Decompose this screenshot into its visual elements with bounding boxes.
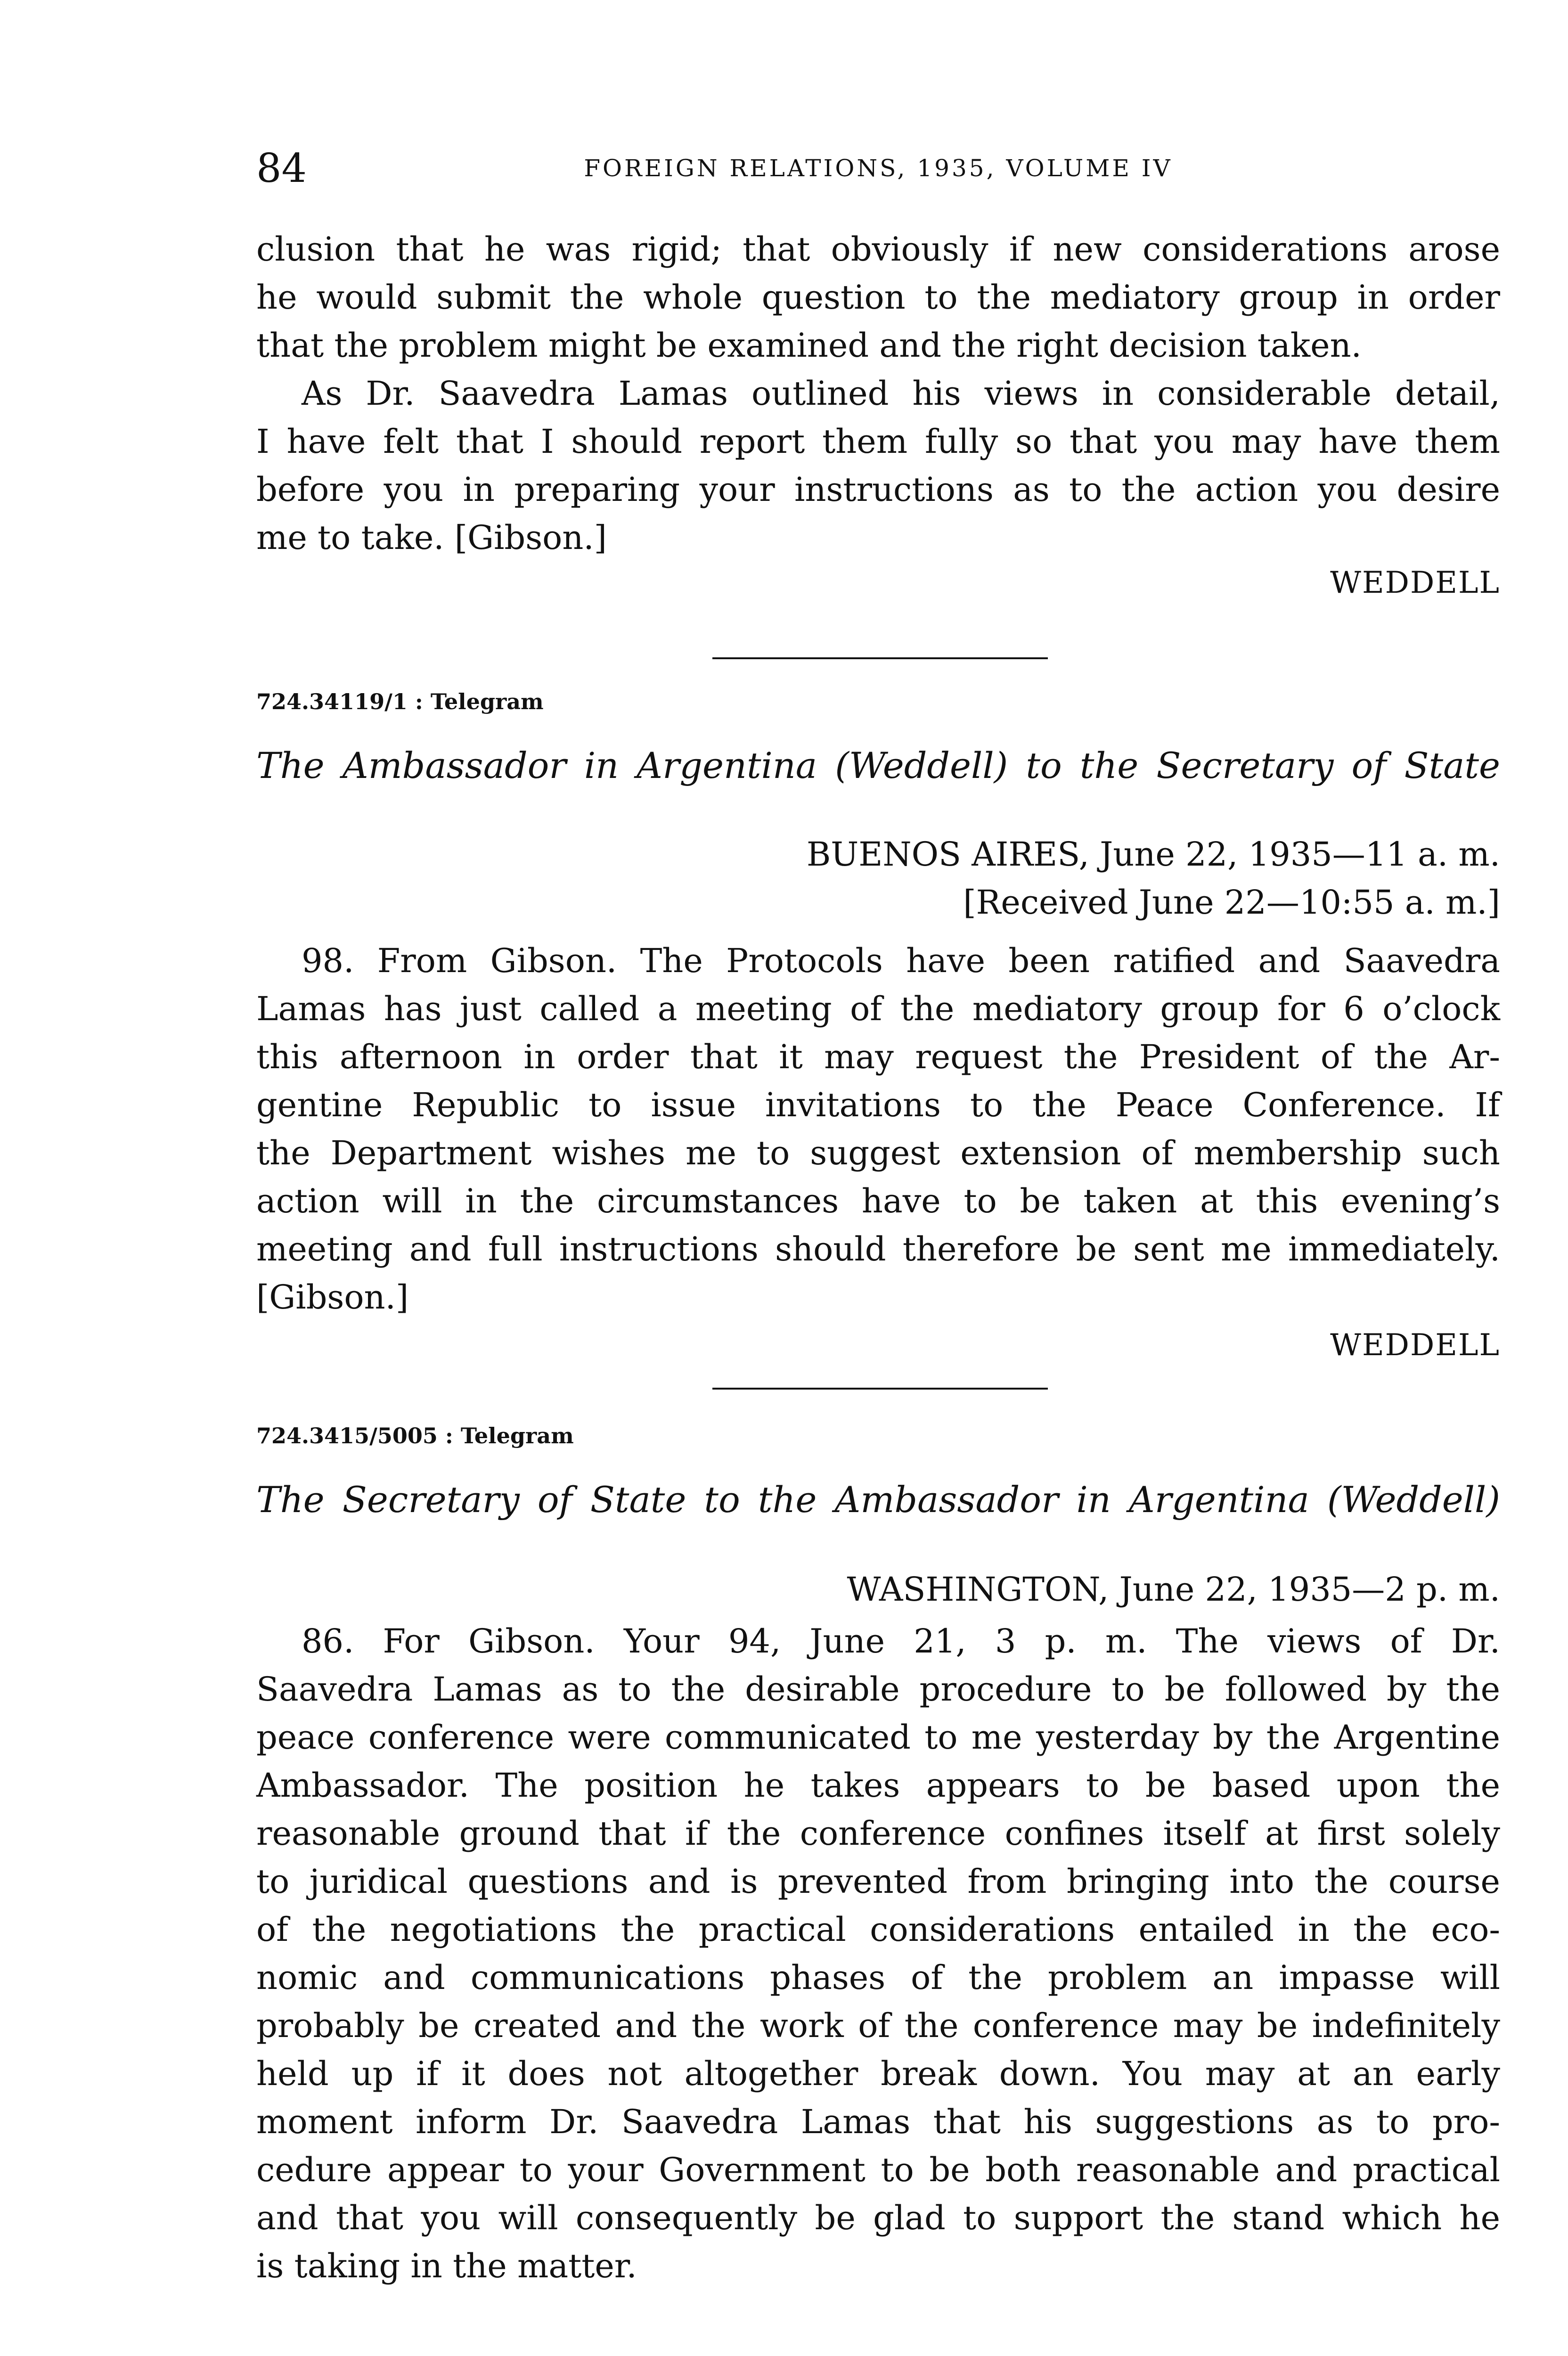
telegram-body [256,1617,1500,2290]
text-line: Lamas has just called a meeting of the mediatory group for 6 o’clock [256,990,1500,1028]
text-line: held up if it does not altogether break down. You may at an early [256,2054,1500,2093]
text-line: gentine Republic to issue invitations to the Peace Conference. If [256,1086,1500,1124]
text-line: clusion that he was rigid; that obviously if new considerations arose [256,230,1500,269]
text-line: As Dr. Saavedra Lamas outlined his views in considerable detail, [302,374,1500,413]
document-heading: The Secretary of State to the Ambassador in Argentina (Weddell) [256,1479,1500,1521]
dateline-sent: WASHINGTON, June 22, 1935—2 p. m. [847,1570,1500,1609]
text-line: 98. From Gibson. The Protocols have been ratified and Saavedra [302,941,1500,980]
text-line: meeting and full instructions should therefore be sent me immediately. [256,1230,1500,1268]
dateline [807,830,1500,926]
dateline [847,1565,1500,1613]
section-divider [712,1388,1048,1390]
text-line: is taking in the matter. [256,2247,637,2285]
text-line: nomic and communications phases of the problem an impasse will [256,1958,1500,1997]
text-line: that the problem might be examined and the right decision taken. [256,326,1362,365]
dateline-sent: BUENOS AIRES, June 22, 1935—11 a. m. [806,835,1500,874]
text-line: moment inform Dr. Saavedra Lamas that his suggestions as to pro- [256,2102,1500,2141]
dateline-received: [Received June 22—10:55 a. m.] [963,883,1500,922]
text-line: cedure appear to your Government to be both reasonable and practical [256,2151,1500,2189]
text-line: Saavedra Lamas as to the desirable procedure to be followed by the [256,1670,1500,1709]
running-head [256,142,1500,194]
text-line: peace conference were communicated to me yesterday by the Argentine [256,1718,1500,1757]
signature: WEDDELL [1330,565,1500,600]
text-line: and that you will consequently be glad to support the stand which he [256,2199,1500,2237]
text-line: this afternoon in order that it may request the President of the Ar- [256,1038,1500,1076]
text-line: the Department wishes me to suggest extension of membership such [256,1134,1500,1172]
file-reference: 724.34119/1 : Telegram [256,689,544,714]
text-line: me to take. [Gibson.] [256,518,607,557]
text-line: probably be created and the work of the conference may be indefinitely [256,2006,1500,2045]
signature: WEDDELL [1330,1328,1500,1363]
text-line: 86. For Gibson. Your 94, June 21, 3 p. m. The views of Dr. [302,1622,1500,1661]
page-number: 84 [256,145,307,191]
section-divider [712,657,1048,659]
text-line: reasonable ground that if the conference confines itself at first solely [256,1814,1500,1853]
text-line: before you in preparing your instructions as to the action you desire [256,470,1500,509]
text-line: [Gibson.] [256,1278,409,1317]
file-reference: 724.3415/5005 : Telegram [256,1423,574,1448]
running-title: FOREIGN RELATIONS, 1935, VOLUME IV [584,155,1173,182]
text-line: he would submit the whole question to the mediatory group in order [256,278,1500,317]
text-line: to juridical questions and is prevented from bringing into the course [256,1862,1500,1901]
text-line: action will in the circumstances have to be taken at this evening’s [256,1182,1500,1220]
text-line: I have felt that I should report them fully so that you may have them [256,422,1500,461]
document-heading: The Ambassador in Argentina (Weddell) to the Secretary of State [256,744,1500,786]
telegram-body [256,937,1500,1321]
text-line: of the negotiations the practical considerations entailed in the eco- [256,1910,1500,1949]
continuation-text [256,225,1500,562]
text-line: Ambassador. The position he takes appears to be based upon the [256,1766,1500,1805]
